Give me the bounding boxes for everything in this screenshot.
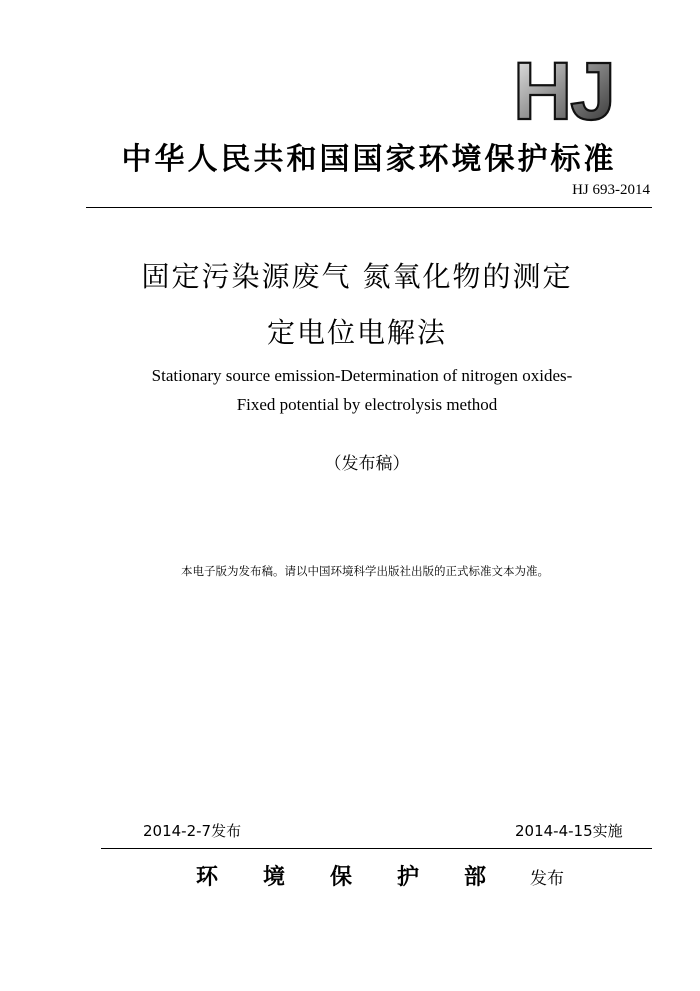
issue-date: 2014-2-7发布 xyxy=(143,822,242,840)
ministry-char: 环 xyxy=(196,864,219,890)
ministry-char: 部 xyxy=(464,864,487,890)
implementation-date: 2014-4-15实施 xyxy=(515,822,623,840)
publish-label: 发布 xyxy=(530,869,564,889)
bottom-divider xyxy=(101,848,652,849)
national-standard-title: 中华人民共和国国家环境保护标准 xyxy=(121,142,617,177)
hj-logo-text: HJ xyxy=(513,55,614,125)
standard-code: HJ 693-2014 xyxy=(572,182,650,198)
ministry-char: 境 xyxy=(263,864,286,890)
title-english-line2: Fixed potential by electrolysis method xyxy=(236,395,498,414)
ministry-char: 护 xyxy=(397,864,420,890)
hj-logo xyxy=(511,55,639,125)
top-divider xyxy=(86,207,652,208)
title-chinese-line2: 定电位电解法 xyxy=(266,316,447,349)
issuing-ministry xyxy=(196,860,531,890)
electronic-version-notice: 本电子版为发布稿。请以中国环境科学出版社出版的正式标准文本为准。 xyxy=(181,564,549,578)
ministry-char: 保 xyxy=(330,864,353,890)
draft-label: （发布稿） xyxy=(324,454,410,474)
title-english-line1: Stationary source emission-Determination of nitrogen oxides- xyxy=(151,366,573,385)
title-chinese-line1: 固定污染源废气 氮氧化物的测定 xyxy=(141,260,573,293)
